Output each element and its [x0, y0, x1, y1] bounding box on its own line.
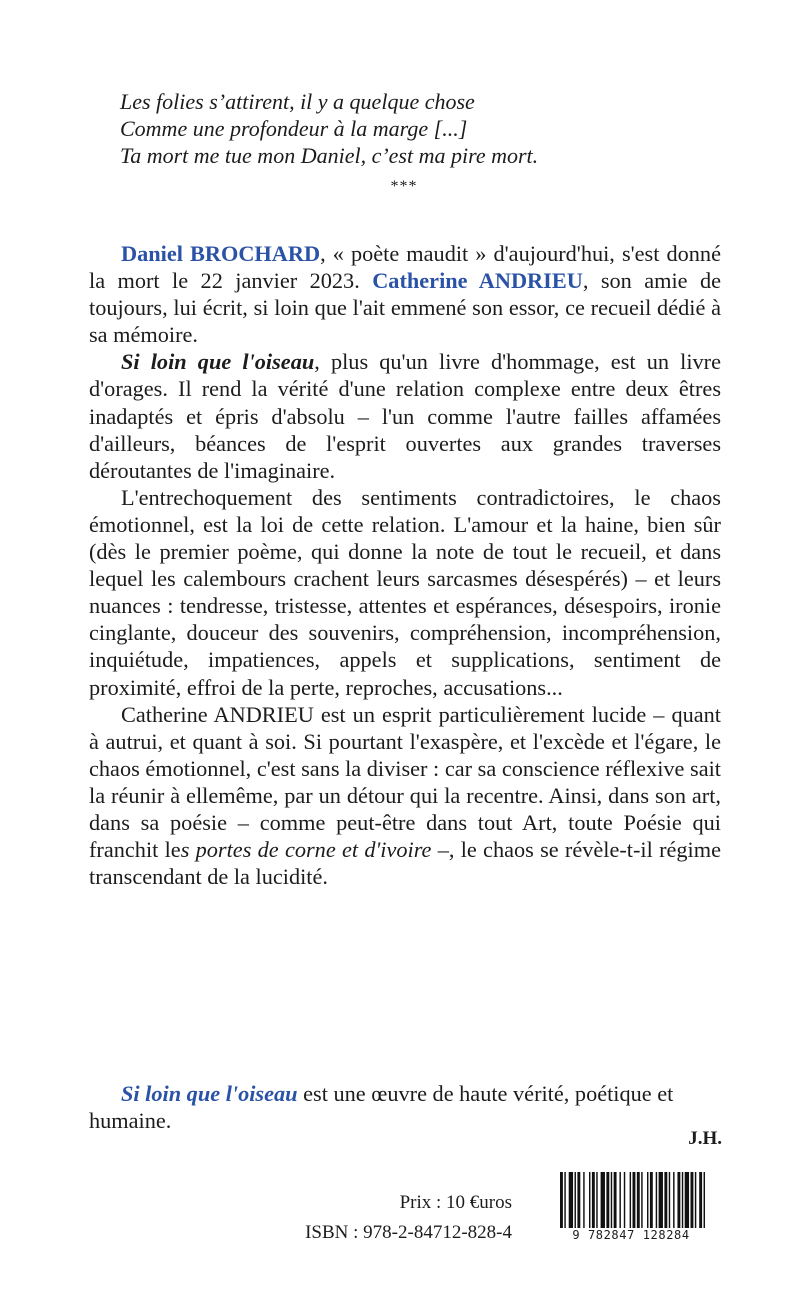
signature: J.H.: [688, 1128, 722, 1149]
barcode-bar: [592, 1172, 595, 1228]
paragraph-3: L'entrechoquement des sentiments contradictoires, le chaos émotionnel, est la loi de cette relation. L'amour et la haine, bien sûr (dès le premier poème, qui donne la note de tout le recueil, et dans lequel les calembours crachent leurs sarcasmes désespérés) – et leurs nuances : tendresse, tristesse, attentes et espérances, désespoirs, ironie cinglante, douceur des souvenirs, compréhension, incompréhension, inquiétude, impatiences, appels et supplications, sentiment de proximité, effroi de la perte, reproches, accusations...: [89, 484, 721, 700]
epigraph: [120, 88, 720, 169]
paragraph-2: [89, 348, 721, 483]
back-cover-text: [89, 240, 721, 890]
barcode-bar: [564, 1172, 565, 1228]
book-title-closing: Si loin que l'oiseau: [121, 1081, 298, 1106]
paragraph-4: [89, 701, 721, 891]
paragraph-2-text: , plus qu'un livre d'hommage, est un livre d'orages. Il rend la vérité d'une relation complexe entre deux êtres inadaptés et épris d'absolu – l'un comme l'autre failles affamées d'ailleurs, béances de l'esprit ouvertes aux grandes traverses déroutantes de l'imaginaire.: [89, 349, 721, 483]
paragraph-4-italic: s portes de corne et d'ivoire: [180, 837, 432, 863]
barcode-bar: [682, 1172, 683, 1228]
barcode-bar: [685, 1172, 689, 1228]
barcode-bar: [669, 1172, 670, 1228]
epigraph-line-1: Les folies s’attirent, il y a quelque chose: [120, 89, 475, 114]
author-name-catherine: Catherine ANDRIEU: [372, 268, 583, 294]
barcode-bar: [637, 1172, 640, 1228]
barcode-bar: [656, 1172, 657, 1228]
barcode-bar: [659, 1172, 663, 1228]
barcode-bar: [577, 1172, 580, 1228]
barcode-bar: [664, 1172, 667, 1228]
barcode-bar: [673, 1172, 674, 1228]
book-title: Si loin que l'oiseau: [121, 349, 315, 375]
barcode-bar: [575, 1172, 576, 1228]
barcode-bars: [548, 1170, 714, 1230]
barcode: [548, 1170, 714, 1248]
barcode-bar: [606, 1172, 609, 1228]
paragraph-1-text-b: , son amie de toujours, lui écrit, si loin que l'ait emmené son essor, ce recueil dédié à sa mémoire.: [89, 268, 722, 348]
barcode-bar: [619, 1172, 620, 1228]
paragraph-1-text-a: , « poète maudit » d'aujourd'hui, s'est donné la mort le 22 janvier 2023.: [89, 241, 721, 294]
barcode-bar: [611, 1172, 612, 1228]
barcode-bar: [699, 1172, 702, 1228]
paragraph-4-text-b: –, le chaos se révèle-t-il régime transcendant de la lucidité.: [89, 837, 721, 890]
price: Prix : 10 €uros: [399, 1192, 512, 1213]
paragraph-1: [89, 240, 721, 348]
barcode-bar: [630, 1172, 631, 1228]
barcode-bar: [647, 1172, 648, 1228]
barcode-bar: [650, 1172, 653, 1228]
isbn: ISBN : 978-2-84712-828-4: [305, 1222, 512, 1243]
epigraph-line-2: Comme une profondeur à la marge [...]: [120, 116, 468, 141]
barcode-bar: [641, 1172, 642, 1228]
barcode-bar: [691, 1172, 694, 1228]
closing-paragraph: [89, 1080, 721, 1134]
barcode-digits: 9 782847 128284: [548, 1228, 714, 1242]
paragraph-4-text-a: Catherine ANDRIEU est un esprit particulièrement lucide – quant à autrui, et quant à soi. Si pourtant l'exaspère, et l'excède et l'égare, le chaos émotionnel, c'est sans la diviser : car sa conscience réflexive sait la réunir à ellemême, par un détour qui la recentre. Ainsi, dans son art, dans sa poésie – comme peut-être dans tout Art, toute Poésie qui franchit le: [89, 701, 721, 863]
barcode-bar: [583, 1172, 584, 1228]
author-name-daniel: Daniel BROCHARD: [121, 241, 321, 266]
barcode-bar: [704, 1172, 705, 1228]
barcode-bar: [624, 1172, 625, 1228]
barcode-bar: [695, 1172, 696, 1228]
epigraph-line-3: Ta mort me tue mon Daniel, c’est ma pire mort.: [120, 143, 539, 168]
barcode-bar: [614, 1172, 617, 1228]
barcode-bar: [677, 1172, 680, 1228]
barcode-bar: [633, 1172, 636, 1228]
barcode-bar: [589, 1172, 590, 1228]
barcode-bar: [601, 1172, 605, 1228]
section-separator: ***: [390, 178, 418, 195]
barcode-bar: [596, 1172, 597, 1228]
barcode-bar: [560, 1172, 563, 1228]
barcode-bar: [569, 1172, 573, 1228]
closing-text: est une œuvre de haute vérité, poétique et humaine.: [89, 1081, 674, 1134]
